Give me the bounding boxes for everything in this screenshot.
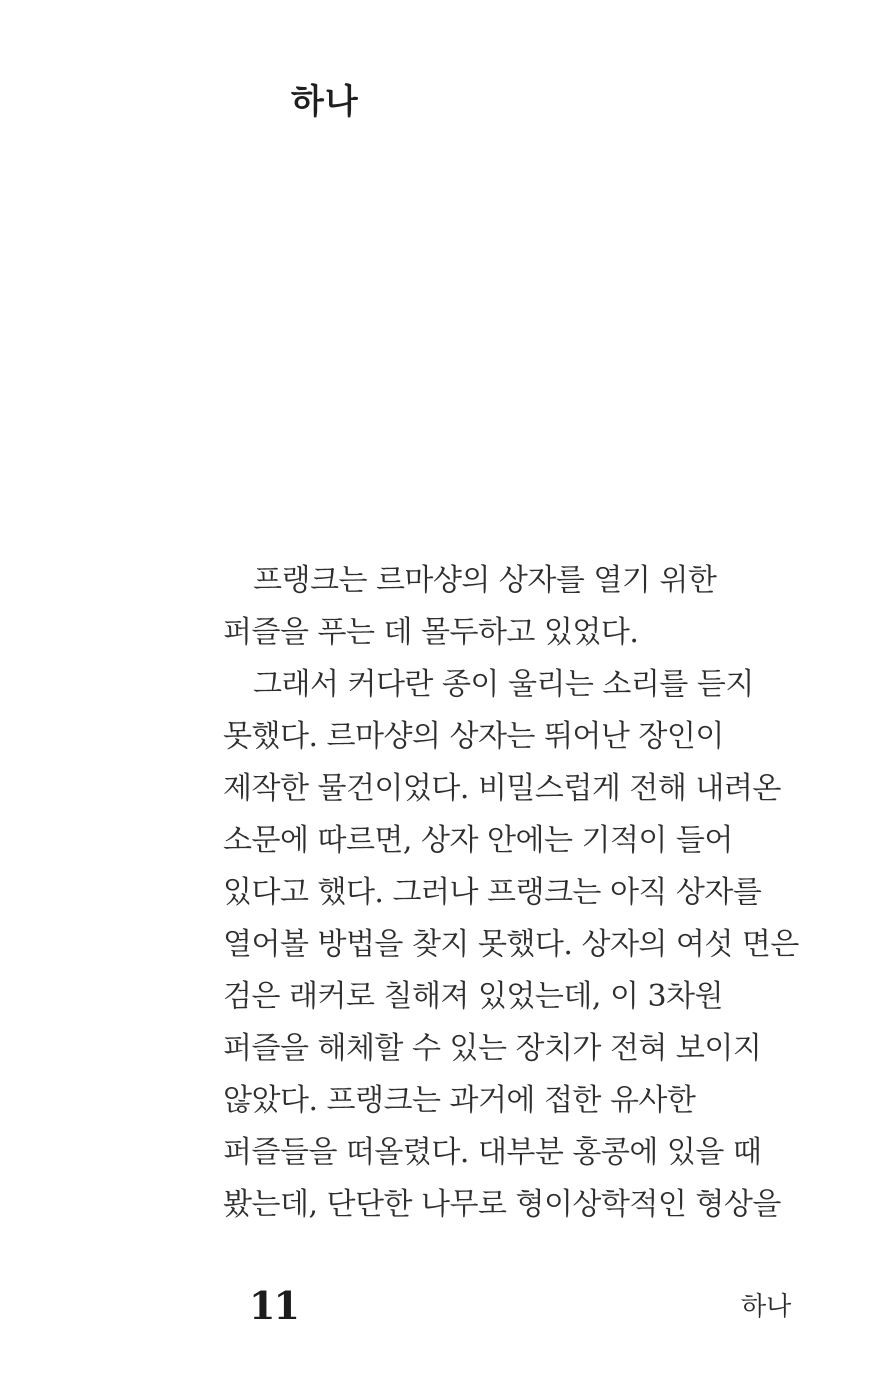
paragraph: [223, 555, 803, 659]
text-line: 않았다. 프랭크는 과거에 접한 유사한: [223, 1083, 696, 1118]
text-line: 있다고 했다. 그러나 프랭크는 아직 상자를: [223, 875, 762, 910]
text-line: 그래서 커다란 종이 울리는 소리를 듣지: [253, 667, 754, 702]
running-footer-chapter: 하나: [741, 1292, 792, 1322]
text-line: 퍼즐들을 떠올렸다. 대부분 홍콩에 있을 때: [223, 1135, 762, 1170]
text-line: 봤는데, 단단한 나무로 형이상학적인 형상을: [223, 1187, 781, 1222]
text-line: 소문에 따르면, 상자 안에는 기적이 들어: [223, 823, 733, 858]
paragraph: [223, 659, 803, 1231]
chapter-title: 하나: [291, 82, 359, 122]
text-line: 열어볼 방법을 찾지 못했다. 상자의 여섯 면은: [223, 927, 799, 962]
text-line: 퍼즐을 푸는 데 몰두하고 있었다.: [223, 615, 639, 650]
text-line: 퍼즐을 해체할 수 있는 장치가 전혀 보이지: [223, 1031, 762, 1066]
text-line: 검은 래커로 칠해져 있었는데, 이 3차원: [223, 979, 724, 1014]
text-line: 제작한 물건이었다. 비밀스럽게 전해 내려온: [223, 771, 781, 806]
text-line: 못했다. 르마샹의 상자는 뛰어난 장인이: [223, 719, 724, 754]
page-number: 11: [249, 1283, 298, 1328]
page-body: [223, 555, 803, 1231]
text-line: 프랭크는 르마샹의 상자를 열기 위한: [253, 563, 717, 598]
